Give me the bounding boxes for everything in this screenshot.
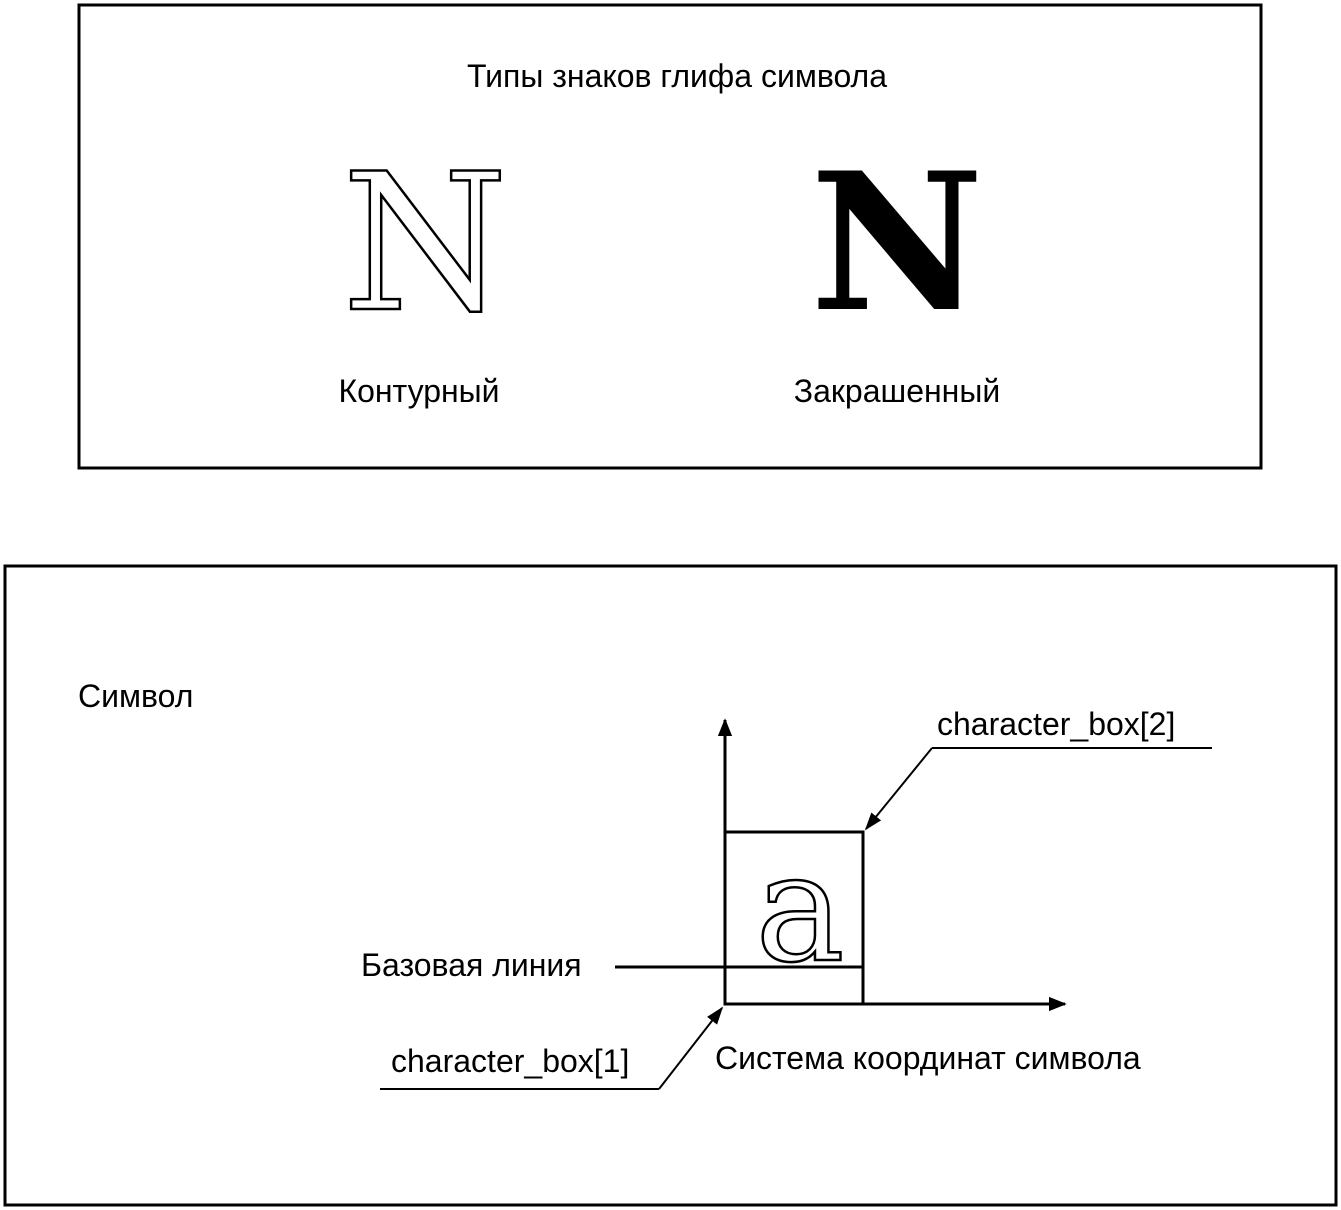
- glyph-types-panel: [79, 5, 1261, 468]
- coordinate-system-label: Система координат символа: [715, 1040, 1141, 1076]
- outline-glyph: N: [341, 133, 509, 354]
- baseline-label: Базовая линия: [361, 947, 582, 983]
- box-corner-2-label: character_box[2]: [937, 706, 1176, 742]
- glyph-types-title: Типы знаков глифа символа: [466, 58, 888, 94]
- outline-label: Контурный: [338, 373, 500, 409]
- filled-glyph: N: [810, 131, 984, 354]
- sample-glyph: a: [755, 822, 845, 996]
- box-corner-1-leader: [659, 1008, 722, 1089]
- symbol-title: Символ: [78, 678, 194, 714]
- symbol-frame: [5, 566, 1336, 1205]
- box-corner-1-label: character_box[1]: [391, 1043, 630, 1079]
- filled-label: Закрашенный: [793, 373, 1001, 409]
- box-corner-2-leader: [866, 748, 932, 829]
- symbol-panel: [5, 566, 1336, 1205]
